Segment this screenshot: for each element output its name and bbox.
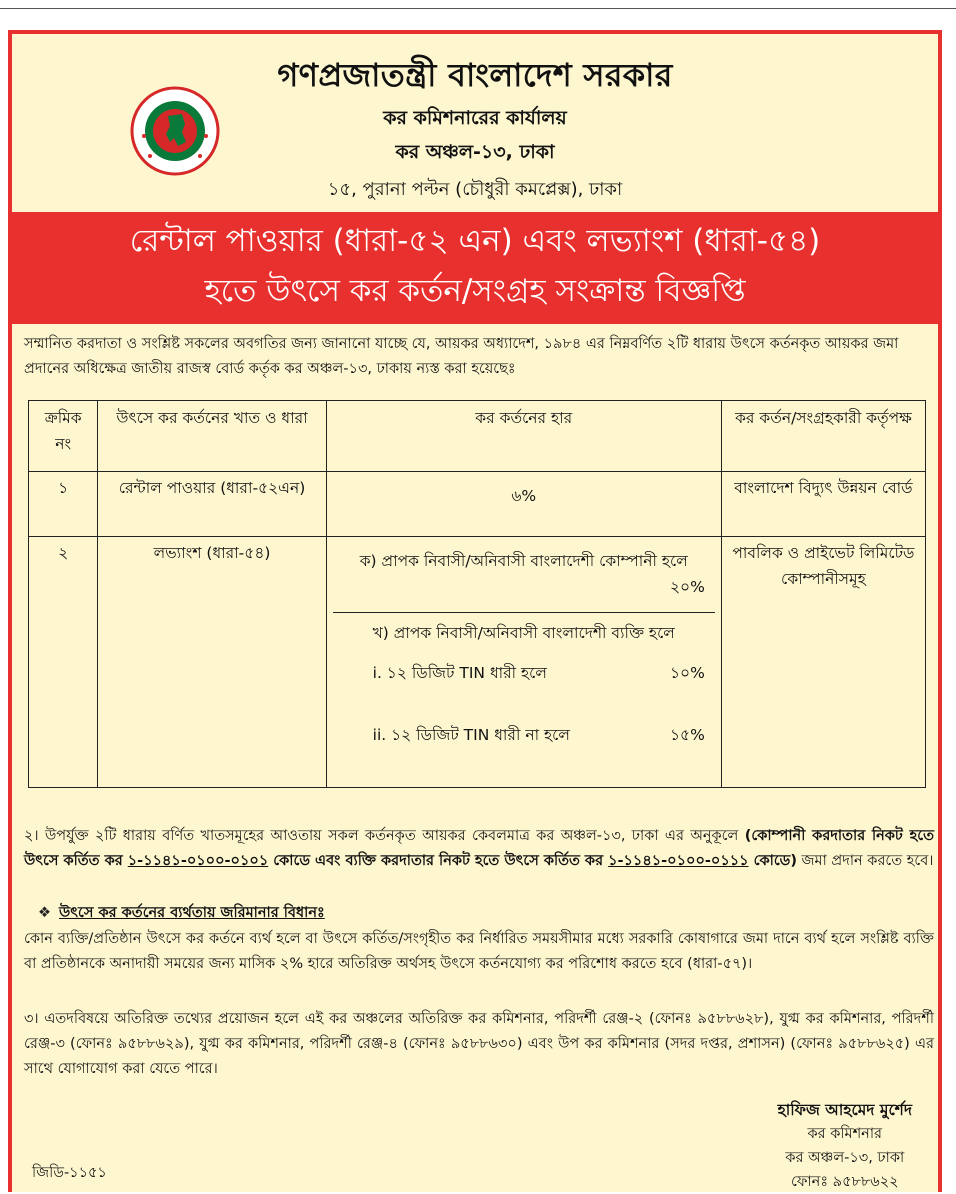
row1-serial: ১ (29, 472, 98, 537)
rate-non-tin-holder-value: ১৫% (669, 726, 705, 744)
office-name: কর কমিশনারের কার্যালয় (383, 107, 567, 129)
reference-code: জিডি-১১৫১ (32, 1165, 107, 1181)
para2-individual-text: কোডে এবং ব্যক্তি করদাতার নিকট হতে উৎসে কর্তিত কর (268, 853, 609, 869)
rate-company-text: ক) প্রাপক নিবাসী/অনিবাসী বাংলাদেশী কোম্পানী হলে (359, 552, 688, 570)
para2-code-suffix: কোডে) (748, 853, 797, 869)
table-header-row (29, 401, 926, 472)
government-title: গণপ্রজাতন্ত্রী বাংলাদেশ সরকার (277, 56, 673, 94)
rate-tin-holder-text: i. ১২ ডিজিট TIN ধারী হলে (372, 664, 547, 682)
rate-non-tin-holder-text: ii. ১২ ডিজিট TIN ধারী না হলে (372, 726, 570, 744)
header-rate: কর কর্তনের হার (326, 401, 721, 472)
para2-ending: জমা প্রদান করতে হবে। (796, 853, 934, 869)
para2-company-text: (কোম্পানী করদাতার নিকট হতে উৎসে কর্তিত কর (24, 828, 934, 869)
contact-paragraph: ৩। এতদবিষয়ে অতিরিক্ত তথ্যের প্রয়োজন হলে এই কর অঞ্চলের অতিরিক্ত কর কমিশনার, পরিদর্শী রেঞ্জ-২ (ফোনঃ ৯৫৮৮৬২৮), যুগ্ম কর কমিশনার, পরিদর্শী রেঞ্জ-৩ (ফোনঃ ৯৫৮৮৬২৯), যুগ্ম কর কমিশনার, পরিদর্শী রেঞ্জ-৪ (ফোনঃ ৯৫৮৮৬৩০) এবং উপ কর কমিশনার (সদর দপ্তর, প্রশাসন) (ফোনঃ ৯৫৮৮৬২৫) এর সাথে যোগাযোগ করা যেতে পারে। (24, 1011, 934, 1077)
notice-panel (8, 30, 942, 1192)
header-serial: ক্রমিক নং (29, 401, 98, 472)
penalty-heading-text: উৎসে কর কর্তনের ব্যর্থতায় জরিমানার বিধানঃ (59, 905, 325, 921)
header-sector: উৎসে কর কর্তনের খাত ও ধারা (98, 401, 326, 472)
individual-tax-code: ১-১১৪১-০১০০-০১১১ (608, 853, 749, 869)
row1-rate: ৬% (326, 472, 721, 537)
notice-banner (12, 212, 938, 324)
banner-line-2: হতে উৎসে কর কর্তন/সংগ্রহ সংক্রান্ত বিজ্ঞপ্তি (204, 273, 746, 309)
intro-paragraph: সম্মানিত করদাতা ও সংশ্লিষ্ট সকলের অবগতির জন্য জানানো যাচ্ছে যে, আয়কর অধ্যাদেশ, ১৯৮৪ এর নিম্নবর্ণিত ২টি ধারায় উৎসে কর্তনকৃত আয়কর জমা প্রদানের অধিক্ষেত্র জাতীয় রাজস্ব বোর্ড কর্তৃক কর অঞ্চল-১৩, ঢাকায় ন্যস্ত করা হয়েছেঃ (24, 336, 899, 377)
table-row (29, 537, 926, 788)
rate-individual-text: খ) প্রাপক নিবাসী/অনিবাসী বাংলাদেশী ব্যক্তি হলে (372, 624, 675, 642)
rate-company-value: ২০% (669, 578, 705, 596)
rate-tin-holder (343, 661, 705, 687)
diamond-bullet-icon: ❖ (38, 905, 51, 921)
row2-authority: পাবলিক ও প্রাইভেট লিমিটেড কোম্পানীসমূহ (721, 537, 925, 788)
rate-tin-holder-value: ১০% (669, 664, 705, 682)
tax-rate-table (28, 400, 926, 788)
rate-company (333, 541, 715, 613)
row2-rate (326, 537, 721, 788)
penalty-paragraph: কোন ব্যক্তি/প্রতিষ্ঠান উৎসে কর কর্তনে ব্যর্থ হলে বা উৎসে কর্তিত/সংগৃহীত কর নির্ধারিত সময়সীমার মধ্যে সরকারি কোষাগারে জমা দানে ব্যর্থ হলে সংশ্লিষ্ট ব্যক্তি বা প্রতিষ্ঠানকে অনাদায়ী সময়ের জন্য মাসিক ২% হারে অতিরিক্ত অর্থসহ উৎসে কর্তনযোগ্য কর পরিশোধ করতে হবে (ধারা-৫৭)। (24, 931, 934, 972)
para2-text: ২। উপর্যুক্ত ২টি ধারায় বর্ণিত খাতসমূহের আওতায় সকল কর্তনকৃত আয়কর কেবলমাত্র কর অঞ্চল-১৩, ঢাকা এর অনুকূলে (24, 828, 745, 844)
signatory-zone: কর অঞ্চল-১৩, ঢাকা (785, 1150, 905, 1166)
row1-authority: বাংলাদেশ বিদ্যুৎ উন্নয়ন বোর্ড (721, 472, 925, 537)
rate-non-tin-holder (343, 723, 705, 749)
row2-sector: লভ্যাংশ (ধারা-৫৪) (98, 537, 326, 788)
signature-block (778, 1098, 912, 1194)
row2-serial: ২ (29, 537, 98, 788)
row1-sector: রেন্টাল পাওয়ার (ধারা-৫২এন) (98, 472, 326, 537)
tax-zone-name: কর অঞ্চল-১৩, ঢাকা (395, 141, 555, 163)
header-authority: কর কর্তন/সংগ্রহকারী কর্তৃপক্ষ (721, 401, 925, 472)
company-tax-code: ১-১১৪১-০১০০-০১০১ (127, 853, 269, 869)
signatory-designation: কর কমিশনার (807, 1126, 883, 1142)
rate-individual (333, 613, 715, 783)
top-rule (0, 8, 956, 9)
penalty-heading (38, 902, 325, 926)
signatory-name: হাফিজ আহমেদ মুর্শেদ (777, 1101, 912, 1119)
signatory-phone: ফোনঃ ৯৫৮৮৬২২ (790, 1174, 899, 1190)
table-row (29, 472, 926, 537)
office-address: ১৫, পুরানা পল্টন (চৌধুরী কমপ্লেক্স), ঢাকা (327, 179, 623, 200)
deposit-instruction-paragraph (24, 824, 934, 874)
banner-line-1: রেন্টাল পাওয়ার (ধারা-৫২ এন) এবং লভ্যাংশ (ধারা-৫৪) (129, 223, 821, 259)
